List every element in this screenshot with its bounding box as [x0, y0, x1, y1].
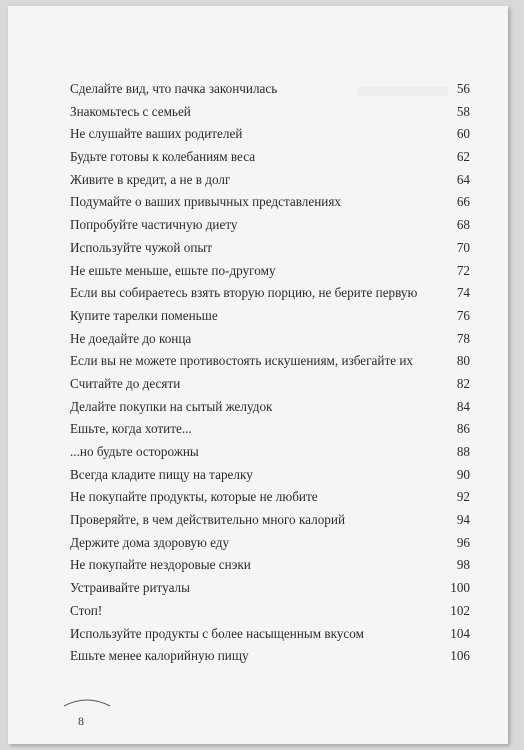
toc-entry — [70, 600, 470, 623]
toc-entry-title: Держите дома здоровую еду — [70, 534, 230, 550]
toc-entry — [70, 146, 470, 169]
toc-entry — [70, 441, 470, 464]
toc-entry-page: 80 — [456, 353, 470, 369]
toc-entry — [70, 623, 470, 646]
toc-entry — [70, 260, 470, 283]
toc-entry-page: 94 — [456, 512, 470, 528]
toc-entry — [70, 418, 470, 441]
toc-entry-title: Используйте продукты с более насыщенным вкусом — [70, 625, 364, 641]
toc-entry-page: 74 — [456, 285, 470, 301]
toc-entry — [70, 214, 470, 237]
toc-entry-page: 78 — [456, 330, 470, 346]
toc-entry-page: 90 — [456, 466, 470, 482]
toc-entry-page: 102 — [450, 602, 470, 618]
toc-entry-title: Не слушайте ваших родителей — [70, 126, 243, 142]
table-of-contents — [70, 78, 470, 668]
toc-entry — [70, 123, 470, 146]
toc-entry-page: 62 — [456, 149, 470, 165]
toc-entry-page: 100 — [450, 580, 470, 596]
toc-entry-page: 64 — [456, 171, 470, 187]
toc-entry — [70, 373, 470, 396]
toc-entry — [70, 554, 470, 577]
toc-entry-title: Не покупайте нездоровые снэки — [70, 557, 251, 573]
toc-entry — [70, 169, 470, 192]
toc-entry-title: Подумайте о ваших привычных представлениях — [70, 194, 342, 210]
toc-entry-title: Делайте покупки на сытый желудок — [70, 398, 273, 414]
toc-entry-title: Купите тарелки поменьше — [70, 307, 218, 323]
toc-entry — [70, 78, 470, 101]
toc-entry-page: 66 — [456, 194, 470, 210]
book-page — [8, 6, 508, 744]
toc-entry — [70, 396, 470, 419]
toc-entry — [70, 464, 470, 487]
toc-entry-title: Не покупайте продукты, которые не любите — [70, 489, 318, 505]
folio-arc-ornament — [62, 694, 112, 708]
toc-entry-page: 60 — [456, 126, 470, 142]
toc-entry-page: 82 — [456, 375, 470, 391]
toc-entry — [70, 305, 470, 328]
toc-entry-title: Живите в кредит, а не в долг — [70, 171, 231, 187]
toc-entry — [70, 577, 470, 600]
toc-entry-page: 86 — [456, 421, 470, 437]
toc-entry-title: Знакомьтесь с семьей — [70, 103, 191, 119]
toc-entry-title: Считайте до десяти — [70, 375, 181, 391]
toc-entry-title: Если вы собираетесь взять вторую порцию, не берите первую — [70, 285, 418, 301]
toc-entry — [70, 101, 470, 124]
toc-entry — [70, 486, 470, 509]
toc-entry-page: 92 — [456, 489, 470, 505]
toc-entry-title: Сделайте вид, что пачка закончилась — [70, 81, 278, 96]
toc-entry — [70, 328, 470, 351]
toc-entry-title: Всегда кладите пищу на тарелку — [70, 466, 253, 482]
toc-entry-title: Будьте готовы к колебаниям веса — [70, 149, 256, 165]
toc-entry-title: Используйте чужой опыт — [70, 239, 213, 255]
toc-entry-page: 56 — [456, 81, 470, 96]
toc-entry-title: Проверяйте, в чем действительно много калорий — [70, 512, 345, 528]
toc-entry — [70, 509, 470, 532]
toc-entry — [70, 645, 470, 668]
toc-entry-page: 88 — [456, 444, 470, 459]
page-number: 8 — [78, 714, 84, 728]
toc-entry-page: 68 — [456, 217, 470, 233]
toc-entry-title: Не ешьте меньше, ешьте по-другому — [70, 262, 276, 278]
toc-entry — [70, 350, 470, 373]
toc-entry-page: 72 — [456, 262, 470, 278]
toc-entry-page: 98 — [456, 557, 470, 573]
toc-entry-title: Стоп! — [70, 602, 103, 618]
toc-entry-title: Не доедайте до конца — [70, 330, 192, 346]
toc-entry-page: 96 — [456, 534, 470, 550]
toc-entry-title: Попробуйте частичную диету — [70, 217, 238, 233]
toc-entry-page: 104 — [450, 625, 470, 641]
toc-entry — [70, 532, 470, 555]
toc-entry-page: 84 — [456, 398, 470, 414]
toc-entry — [70, 282, 470, 305]
toc-entry-page: 58 — [456, 103, 470, 119]
toc-entry-title: Ешьте, когда хотите... — [70, 421, 192, 437]
toc-entry-title: Если вы не можете противостоять искушениям, избегайте их — [70, 353, 414, 369]
toc-entry-title: ...но будьте осторожны — [70, 444, 199, 459]
toc-entry-title: Ешьте менее калорийную пищу — [70, 648, 249, 664]
toc-entry-page: 70 — [456, 239, 470, 255]
toc-entry — [70, 237, 470, 260]
toc-entry-page: 106 — [450, 648, 470, 664]
toc-entry — [70, 191, 470, 214]
toc-entry-page: 76 — [456, 307, 470, 323]
toc-entry-title: Устраивайте ритуалы — [70, 580, 190, 596]
